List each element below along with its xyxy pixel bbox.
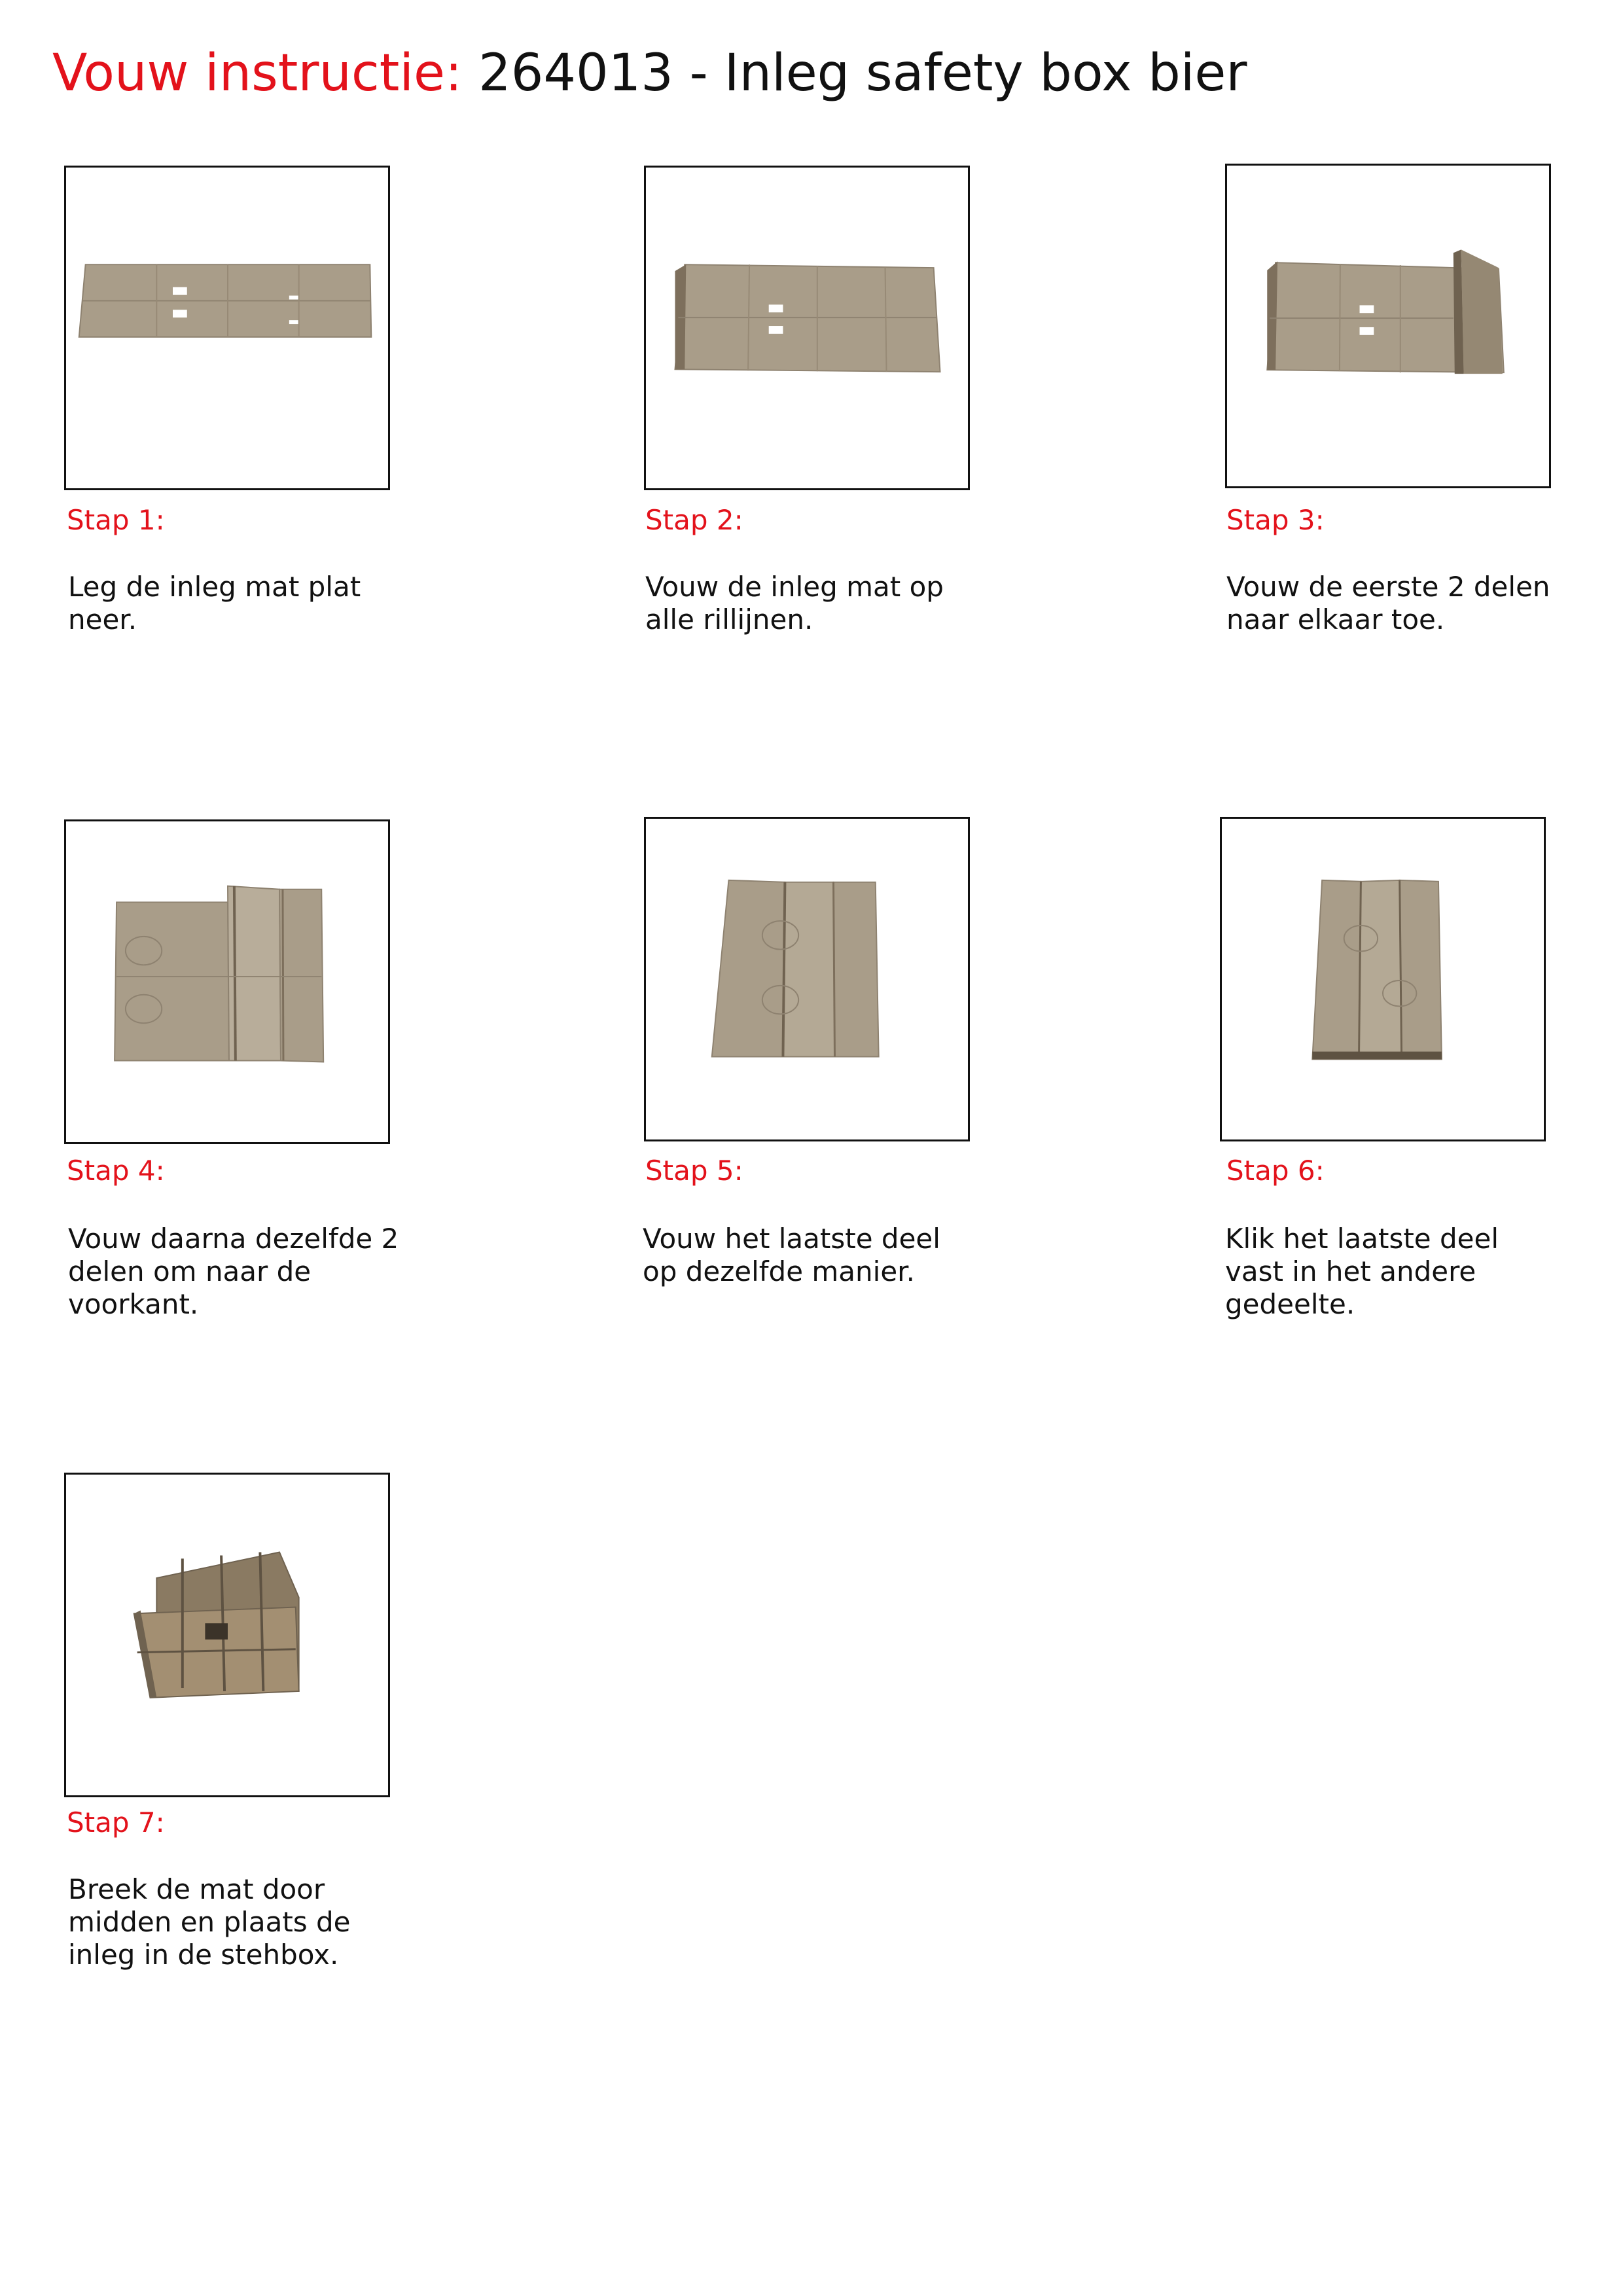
step-2-image-frame — [644, 166, 970, 490]
step-2-label: Stap 2: — [645, 504, 743, 536]
step-6-text: Klik het laatste deel vast in het andere gedeelte. — [1225, 1223, 1499, 1320]
step-4-label: Stap 4: — [67, 1155, 165, 1187]
step-3-label: Stap 3: — [1226, 504, 1325, 536]
step-5-text: Vouw het laatste deel op dezelfde manier. — [643, 1223, 940, 1287]
page-title — [52, 43, 1247, 105]
step-2-text: Vouw de inleg mat op alle rillijnen. — [645, 571, 944, 636]
flat-mat-image — [66, 168, 388, 488]
step-7-image-frame — [64, 1473, 390, 1797]
clicked-together-image — [1222, 819, 1544, 1139]
step-6-label: Stap 6: — [1226, 1155, 1325, 1187]
step-4-text: Vouw daarna dezelfde 2 delen om naar de voorkant. — [68, 1223, 399, 1320]
step-7-text: Breek de mat door midden en plaats de inleg in de stehbox. — [68, 1873, 351, 1971]
step-3-text: Vouw de eerste 2 delen naar elkaar toe. — [1226, 571, 1550, 636]
title-main: 264013 - Inleg safety box bier — [478, 44, 1247, 103]
step-1-image-frame — [64, 166, 390, 490]
step-5-label: Stap 5: — [645, 1155, 743, 1187]
title-prefix: Vouw instructie: — [52, 44, 463, 103]
insert-in-box-image — [66, 1475, 388, 1795]
folded-creases-image — [646, 168, 968, 488]
step-1-text: Leg de inleg mat plat neer. — [68, 571, 361, 636]
step-1-label: Stap 1: — [67, 504, 165, 536]
first-parts-folded-image — [1227, 166, 1549, 486]
last-part-folded-image — [646, 819, 968, 1139]
step-5-image-frame — [644, 817, 970, 1141]
step-3-image-frame — [1225, 164, 1551, 488]
parts-turned-front-image — [66, 821, 388, 1142]
step-4-image-frame — [64, 819, 390, 1144]
step-6-image-frame — [1220, 817, 1546, 1141]
step-7-label: Stap 7: — [67, 1806, 165, 1839]
